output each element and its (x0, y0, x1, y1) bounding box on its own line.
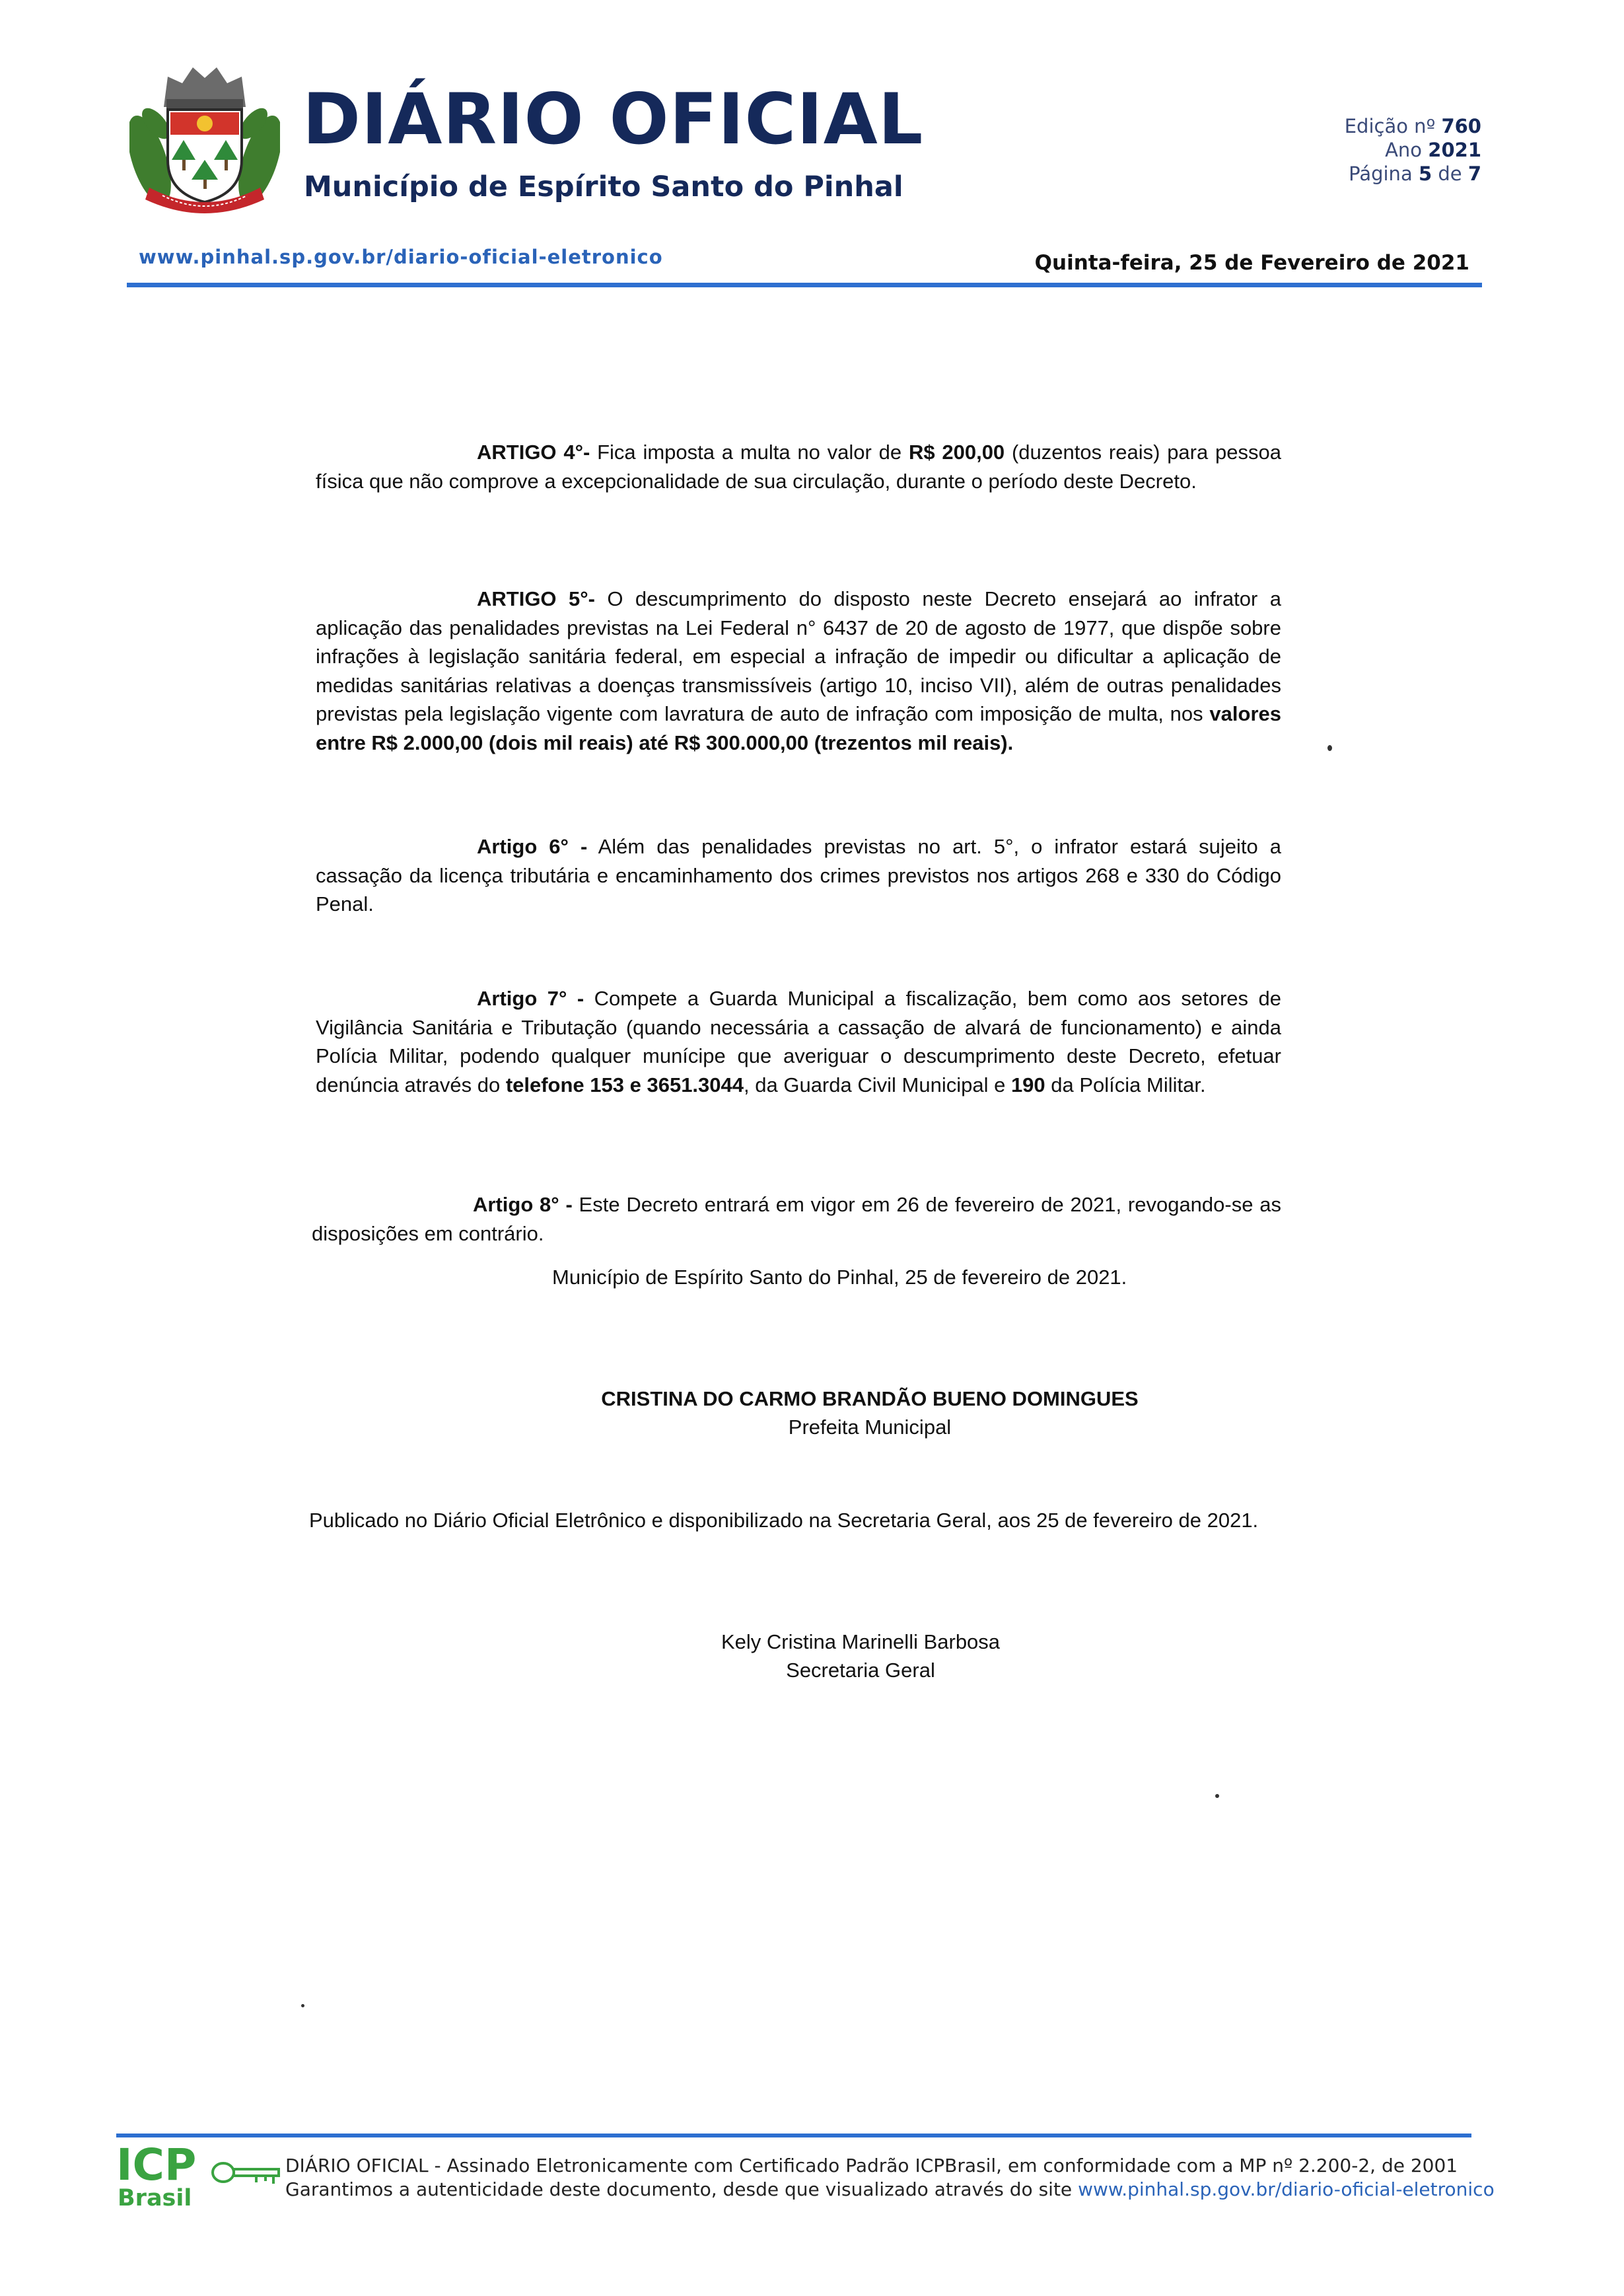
publication-date: Quinta-feira, 25 de Fevereiro de 2021 (1034, 251, 1469, 275)
article-6-paragraph: Artigo 6° - Além das penalidades previstas no art. 5°, o infrator estará sujeito a cassação da licença tributária e encaminhamento dos crimes previstos nos artigos 268 e 330 do Código Penal. (316, 835, 1281, 915)
article-5-heading: ARTIGO 5°- (477, 587, 595, 610)
page-info (1349, 162, 1481, 185)
edition-label: Edição nº (1344, 115, 1436, 137)
scan-speck (1215, 1794, 1219, 1798)
scan-speck (301, 2004, 304, 2007)
year-value: 2021 (1428, 139, 1481, 161)
article-4-heading: ARTIGO 4°- (477, 441, 590, 464)
footer-certification-line: DIÁRIO OFICIAL - Assinado Eletronicamente com Certificado Padrão ICPBrasil, em conformidade com a MP nº 2.200-2, de 2001 (285, 2155, 1458, 2176)
footer-authenticity-line: Garantimos a autenticidade deste documento, desde que visualizado através do site www.pinhal.sp.gov.br/diario-oficial-eletronico (285, 2178, 1495, 2200)
page-label: Página (1349, 162, 1413, 185)
page-of: de (1438, 162, 1462, 185)
header-divider (127, 283, 1482, 287)
footer-url-link[interactable]: www.pinhal.sp.gov.br/diario-oficial-eletronico (1078, 2178, 1495, 2200)
mayor-signature-role: Prefeita Municipal (788, 1416, 952, 1439)
footer-divider (116, 2134, 1471, 2137)
page-total: 7 (1467, 162, 1481, 185)
municipality-subtitle: Município de Espírito Santo do Pinhal (304, 170, 903, 203)
year-info (1385, 139, 1481, 161)
article-8-heading: Artigo 8° - (473, 1193, 573, 1216)
article-5-paragraph: ARTIGO 5°- O descumprimento do disposto neste Decreto ensejará ao infrator a aplicação das penalidades previstas na Lei Federal n° 6437 de 20 de agosto de 1977, que dispõe sobre infrações à legislação sanitária federal, em especial a infração de impedir ou dificultar a aplicação de medidas sanitárias relativas a doenças transmissíveis (artigo 10, inciso VII), além de outras penalidades previstas pela legislação vigente com lavratura de auto de infração com imposição de multa, nos valores entre R$ 2.000,00 (dois mil reais) até R$ 300.000,00 (trezentos mil reais). (316, 587, 1282, 754)
icp-logo-text: ICP (116, 2139, 197, 2190)
scan-speck (1327, 745, 1332, 751)
key-icon (210, 2155, 281, 2190)
header-url-link[interactable]: www.pinhal.sp.gov.br/diario-oficial-eletronico (139, 246, 663, 268)
municipal-coat-of-arms-icon (129, 61, 280, 217)
edition-number: 760 (1441, 115, 1481, 137)
edition-info (1345, 115, 1481, 137)
page-current: 5 (1418, 162, 1432, 185)
publication-note: Publicado no Diário Oficial Eletrônico e disponibilizado na Secretaria Geral, aos 25 de fevereiro de 2021. (309, 1509, 1259, 1532)
article-7-paragraph: Artigo 7° - Compete a Guarda Municipal a fiscalização, bem como aos setores de Vigilância Sanitária e Tributação (quando necessária a cassação de alvará de funcionamento) e ainda Polícia Militar, podendo qualquer munícipe que averiguar o descumprimento deste Decreto, efetuar denúncia através do telefone 153 e 3651.3044, da Guarda Civil Municipal e 190 da Polícia Militar. (316, 987, 1281, 1096)
year-label: Ano (1385, 139, 1423, 161)
article-6-heading: Artigo 6° - (477, 835, 588, 858)
closing-place-date: Município de Espírito Santo do Pinhal, 25 de fevereiro de 2021. (552, 1266, 1127, 1289)
secretary-signature-role: Secretaria Geral (786, 1659, 935, 1682)
mayor-signature-name: CRISTINA DO CARMO BRANDÃO BUENO DOMINGUES (601, 1387, 1139, 1410)
article-7-heading: Artigo 7° - (477, 987, 584, 1010)
article-4-paragraph: ARTIGO 4°- Fica imposta a multa no valor de R$ 200,00 (duzentos reais) para pessoa física que não comprove a excepcionalidade de sua circulação, durante o período deste Decreto. (316, 441, 1281, 493)
page-title: DIÁRIO OFICIAL (302, 79, 924, 160)
article-8-paragraph: Artigo 8° - Este Decreto entrará em vigor em 26 de fevereiro de 2021, revogando-se as disposições em contrário. (312, 1193, 1281, 1245)
icp-logo-subtext: Brasil (118, 2185, 192, 2211)
secretary-signature-name: Kely Cristina Marinelli Barbosa (721, 1630, 1001, 1653)
icp-brasil-logo (116, 2139, 281, 2218)
